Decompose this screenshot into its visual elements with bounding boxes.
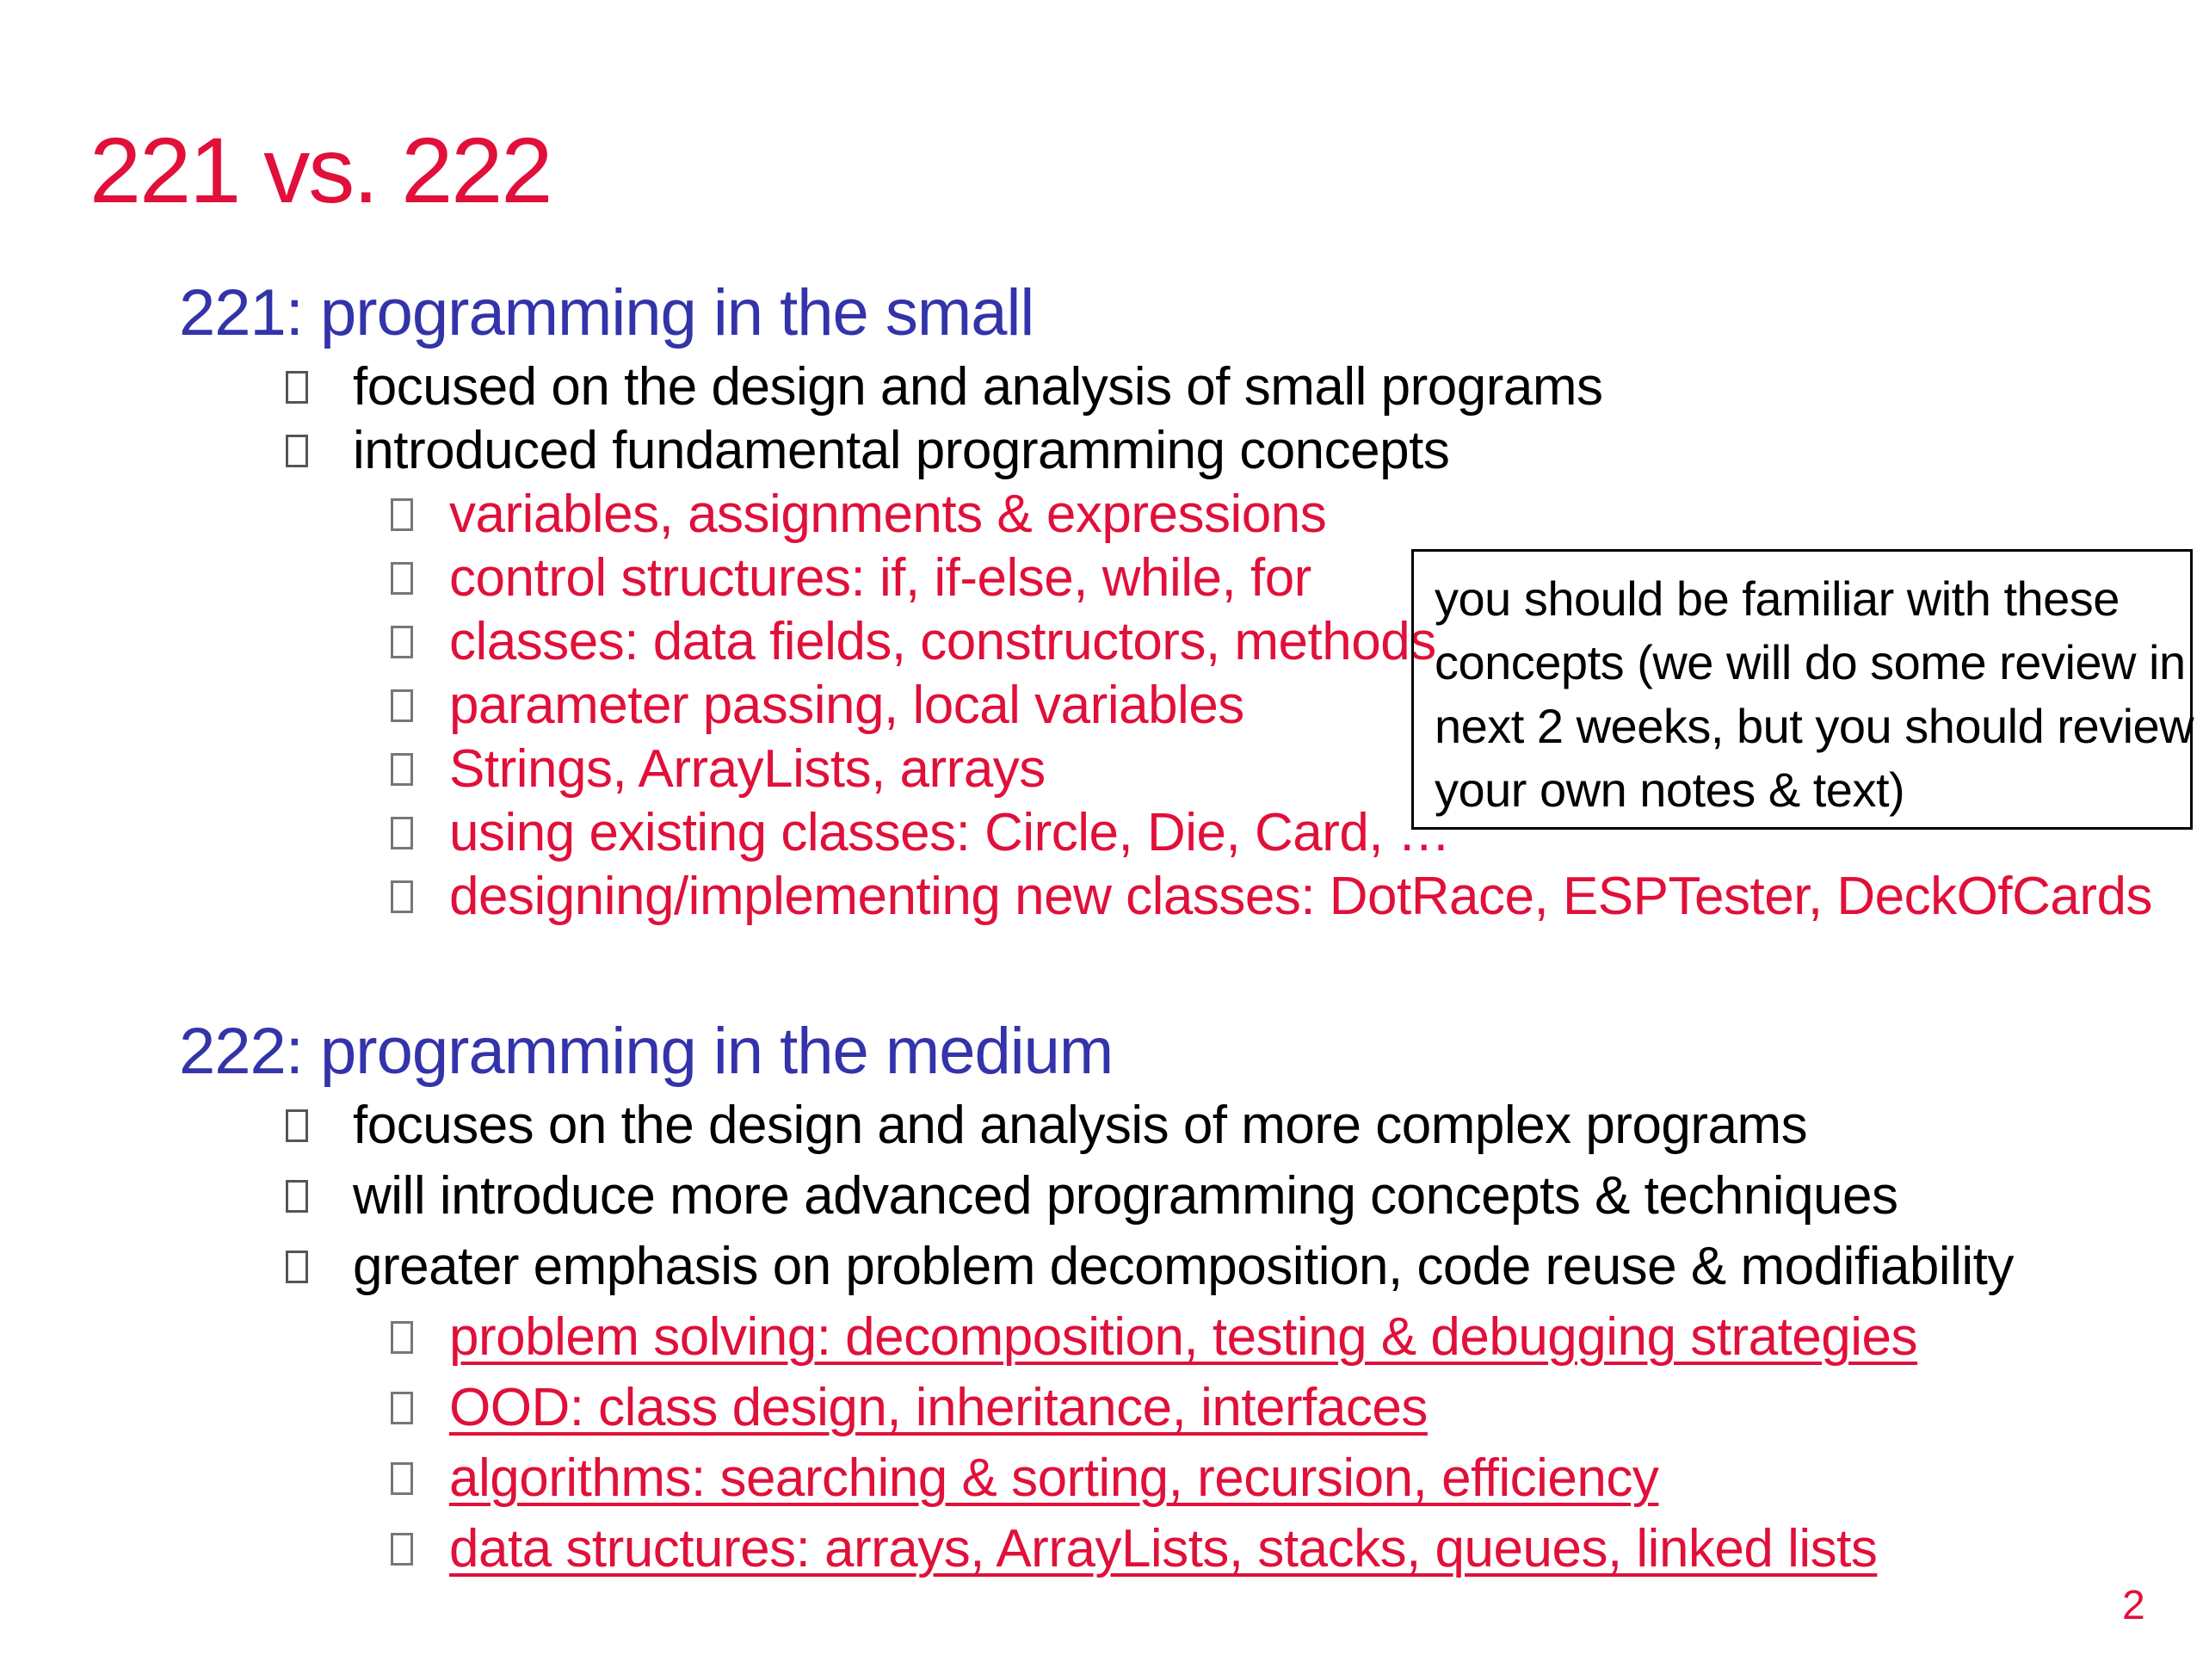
list-item-text: greater emphasis on problem decomposition, code reuse & modifiability <box>353 1237 2014 1296</box>
list-item <box>286 356 1603 418</box>
list-item-text: will introduce more advanced programming concepts & techniques <box>353 1166 1898 1226</box>
list-item-text: introduced fundamental programming concepts <box>353 421 1450 480</box>
sub-list-item <box>391 738 1046 800</box>
list-item <box>286 420 1449 482</box>
page-number: 2 <box>2122 1583 2145 1628</box>
square-bullet-icon <box>286 1109 308 1142</box>
callout-line: next 2 weeks, but you should review <box>1435 699 2194 753</box>
sub-list-item <box>391 1377 1428 1439</box>
sub-list-item-text: data structures: arrays, ArrayLists, stacks, queues, linked lists <box>449 1519 1878 1578</box>
section-heading-221: 221: programming in the small <box>179 276 1034 349</box>
square-bullet-icon <box>391 498 413 531</box>
sub-list-item <box>391 611 1436 673</box>
square-bullet-icon <box>391 1321 413 1354</box>
square-bullet-icon <box>391 880 413 913</box>
square-bullet-icon <box>286 1180 308 1213</box>
sub-list-item-text: using existing classes: Circle, Die, Card, … <box>449 803 1451 862</box>
sub-list-item <box>391 547 1311 609</box>
sub-list-item <box>391 675 1244 737</box>
slide-title: 221 vs. 222 <box>89 118 552 222</box>
sub-list-item-text: parameter passing, local variables <box>449 676 1244 735</box>
square-bullet-icon <box>391 562 413 595</box>
sub-list-item-text: control structures: if, if-else, while, for <box>449 548 1311 608</box>
sub-list-item-text: designing/implementing new classes: DotRace, ESPTester, DeckOfCards <box>449 867 2152 926</box>
sub-list-item <box>391 1448 1658 1510</box>
callout-line: you should be familiar with these <box>1435 571 2120 626</box>
sub-list-item <box>391 484 1326 546</box>
sub-list-item <box>391 1518 1877 1580</box>
callout-line: your own notes & text) <box>1435 763 1905 817</box>
sub-list-item <box>391 802 1450 864</box>
sub-list-item-text: variables, assignments & expressions <box>449 485 1327 544</box>
list-item-text: focuses on the design and analysis of more complex programs <box>353 1096 1808 1155</box>
list-item-text: focused on the design and analysis of small programs <box>353 357 1603 417</box>
square-bullet-icon <box>391 753 413 786</box>
square-bullet-icon <box>286 435 308 467</box>
square-bullet-icon <box>391 1533 413 1566</box>
callout-box <box>1411 549 2193 830</box>
sub-list-item-text: OOD: class design, inheritance, interfaces <box>449 1378 1428 1437</box>
square-bullet-icon <box>391 689 413 722</box>
square-bullet-icon <box>391 817 413 849</box>
square-bullet-icon <box>286 371 308 404</box>
sub-list-item <box>391 1306 1917 1368</box>
sub-list-item-text: algorithms: searching & sorting, recursion, efficiency <box>449 1448 1659 1508</box>
section-heading-222: 222: programming in the medium <box>179 1015 1114 1088</box>
list-item <box>286 1165 1898 1227</box>
square-bullet-icon <box>286 1251 308 1283</box>
square-bullet-icon <box>391 1392 413 1424</box>
square-bullet-icon <box>391 626 413 658</box>
callout-line: concepts (we will do some review in <box>1435 635 2186 689</box>
square-bullet-icon <box>391 1462 413 1495</box>
sub-list-item <box>391 866 2152 928</box>
list-item <box>286 1236 2014 1298</box>
sub-list-item-text: classes: data fields, constructors, methods <box>449 612 1436 671</box>
sub-list-item-text: Strings, ArrayLists, arrays <box>449 739 1046 799</box>
list-item <box>286 1095 1807 1157</box>
sub-list-item-text: problem solving: decomposition, testing & debugging strategies <box>449 1307 1918 1367</box>
